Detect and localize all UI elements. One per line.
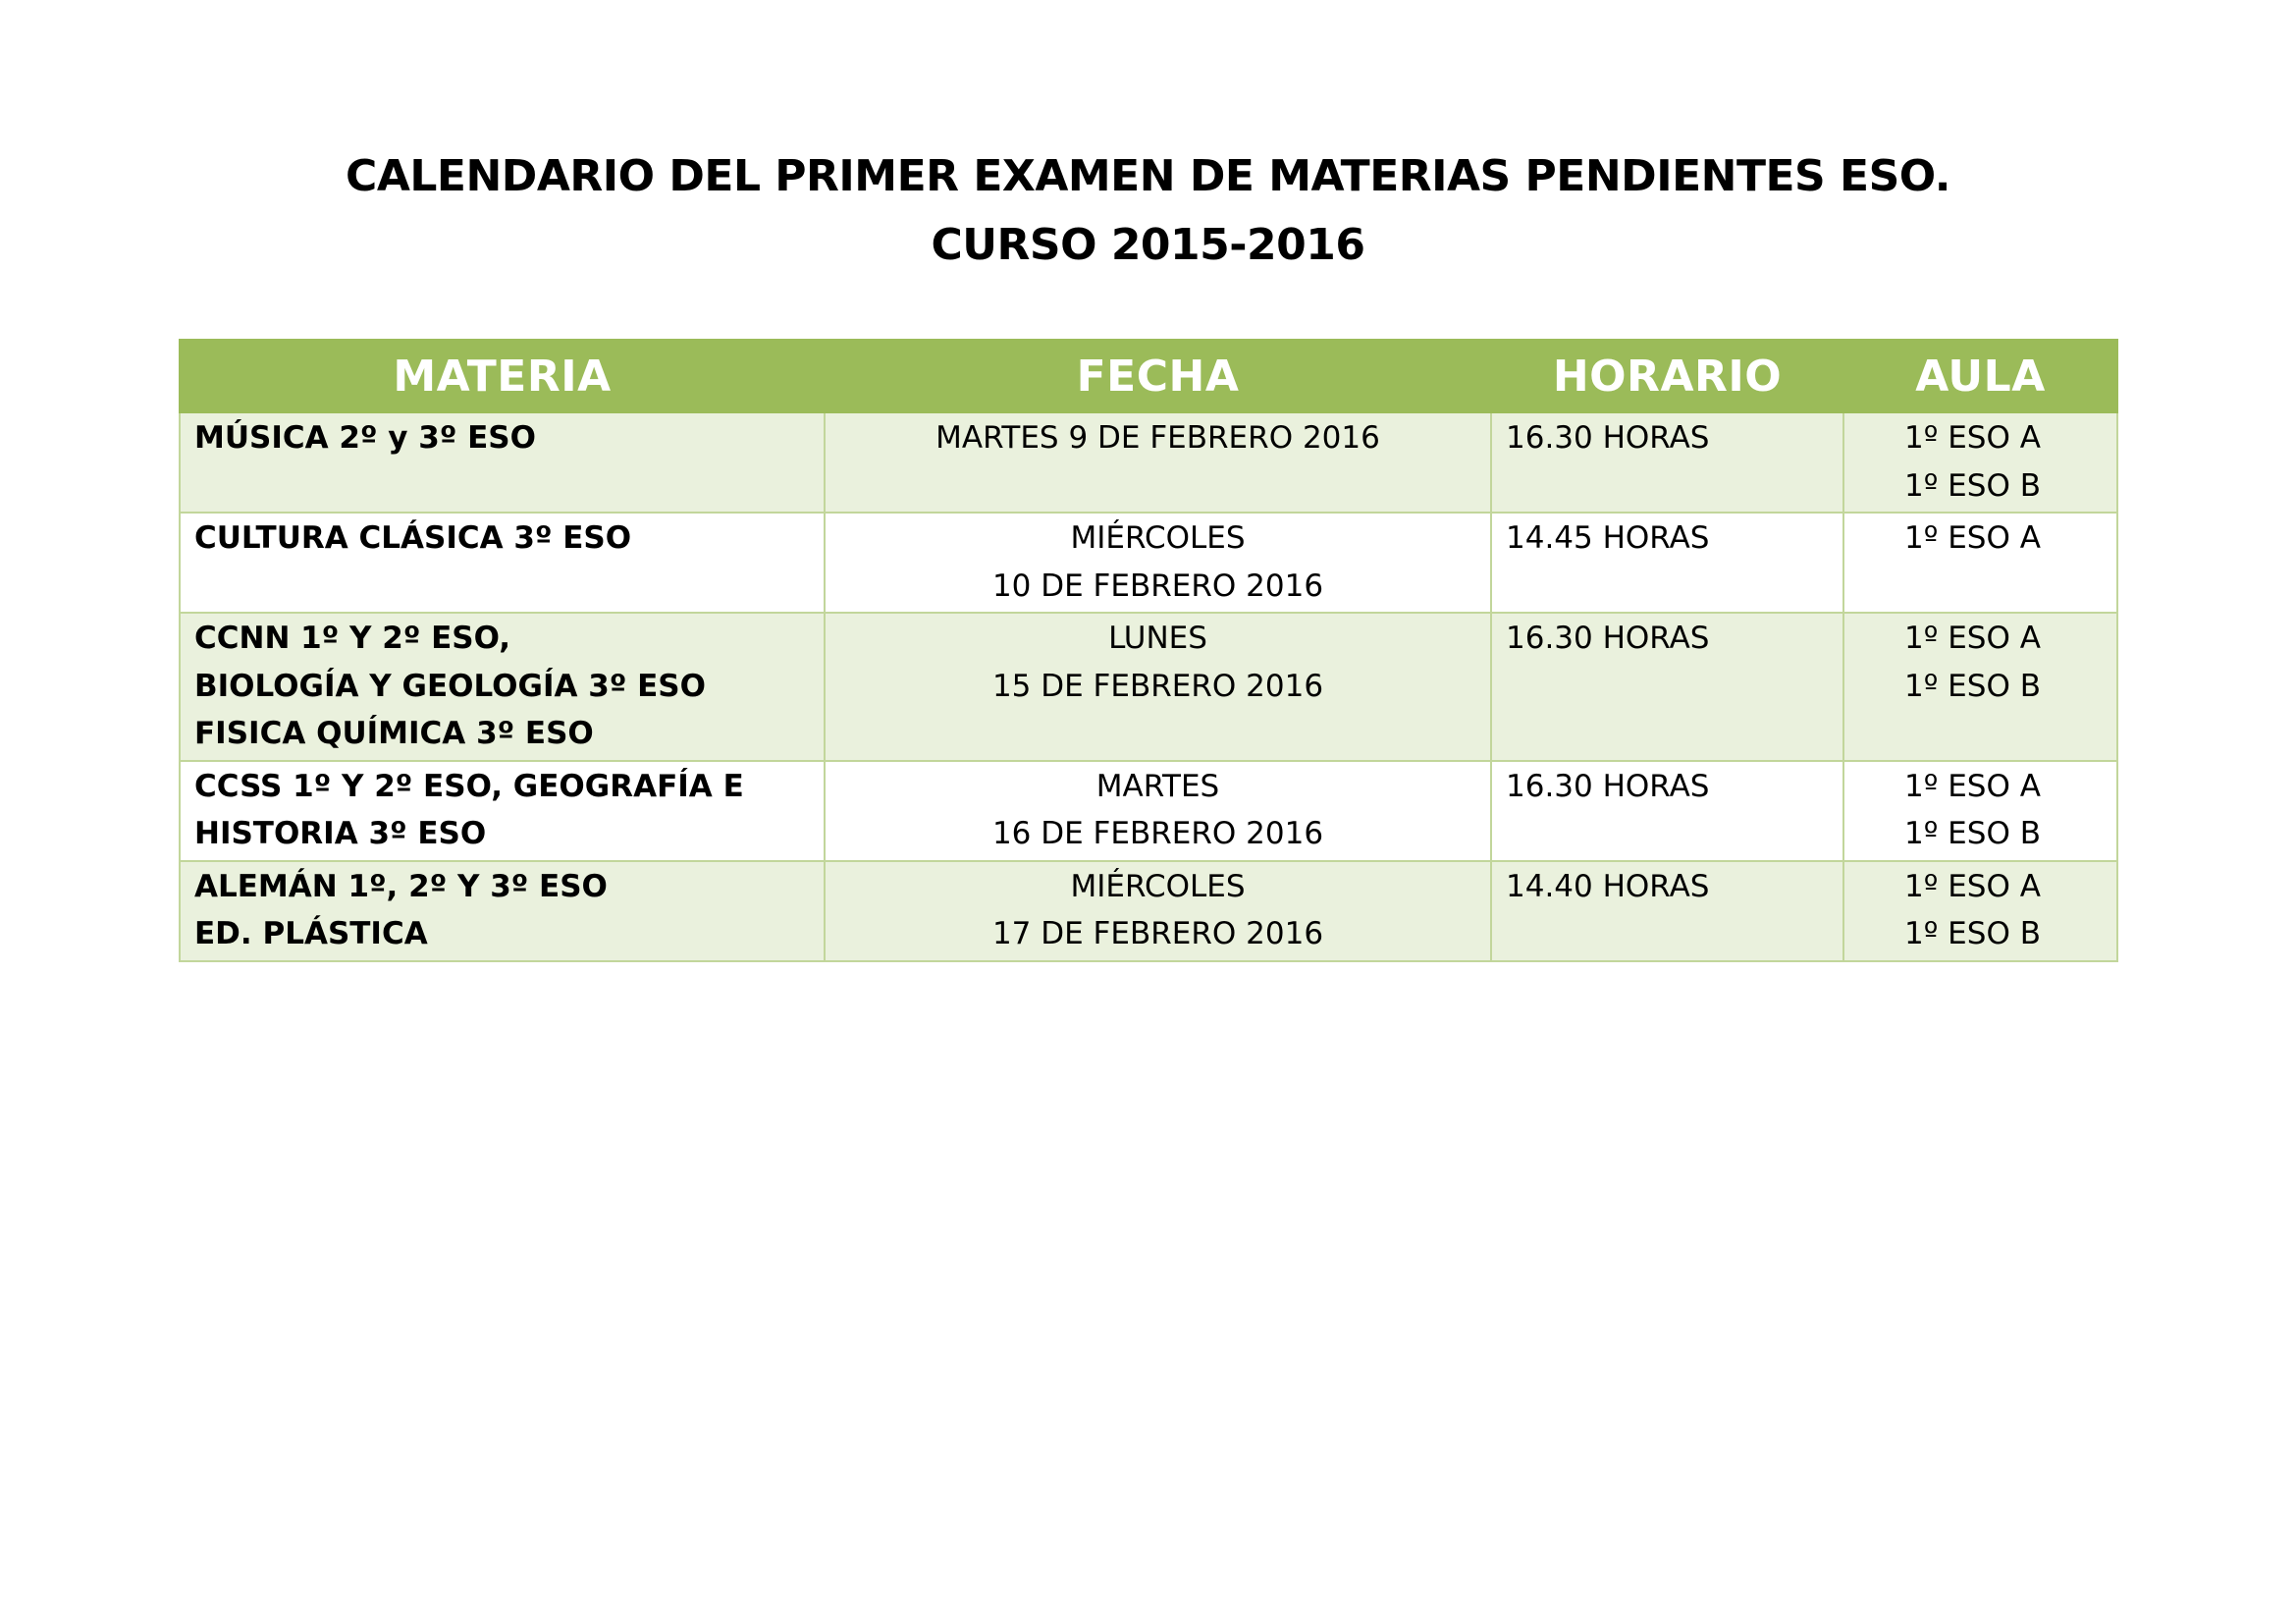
aula-line: 1º ESO B [1904,816,2041,851]
materia-line: CULTURA CLÁSICA 3º ESO [194,520,632,556]
header-materia: MATERIA [180,340,825,412]
materia-line: FISICA QUÍMICA 3º ESO [194,716,594,751]
materia-line: HISTORIA 3º ESO [194,816,487,851]
table-row [180,861,2117,961]
header-aula: AULA [1843,340,2117,412]
materia-line: MÚSICA 2º y 3º ESO [194,420,536,456]
cell-horario: 16.30 HORAS [1491,613,1843,761]
cell-aula [1843,412,2117,513]
cell-materia [180,513,825,613]
cell-aula [1843,613,2117,761]
cell-materia [180,861,825,961]
materia-line: ED. PLÁSTICA [194,916,428,951]
document-subtitle: CURSO 2015-2016 [931,220,1365,270]
cell-materia [180,412,825,513]
table-row [180,513,2117,613]
header-fecha: FECHA [825,340,1491,412]
materia-line: CCNN 1º Y 2º ESO, [194,621,511,656]
fecha-line: 15 DE FEBRERO 2016 [991,668,1324,704]
header-horario: HORARIO [1491,340,1843,412]
fecha-line: MIÉRCOLES [1070,520,1246,556]
cell-horario: 14.45 HORAS [1491,513,1843,613]
cell-fecha [825,861,1491,961]
cell-aula [1843,761,2117,861]
header-row [180,340,2117,412]
fecha-line: 17 DE FEBRERO 2016 [991,916,1324,951]
table-row [180,412,2117,513]
fecha-line: MARTES 9 DE FEBRERO 2016 [935,420,1380,456]
cell-horario: 14.40 HORAS [1491,861,1843,961]
aula-line: 1º ESO A [1904,520,2041,556]
fecha-line: LUNES [1108,621,1207,656]
aula-line: 1º ESO B [1904,668,2041,704]
cell-aula [1843,861,2117,961]
cell-fecha [825,412,1491,513]
cell-horario: 16.30 HORAS [1491,412,1843,513]
cell-aula [1843,513,2117,613]
document-title: CALENDARIO DEL PRIMER EXAMEN DE MATERIAS PENDIENTES ESO. [346,151,1950,201]
materia-line: ALEMÁN 1º, 2º Y 3º ESO [194,868,608,904]
aula-line: 1º ESO A [1904,621,2041,656]
exam-schedule-table [179,339,2118,962]
fecha-line: 10 DE FEBRERO 2016 [991,568,1324,604]
aula-line: 1º ESO A [1904,420,2041,456]
cell-horario: 16.30 HORAS [1491,761,1843,861]
cell-fecha [825,761,1491,861]
cell-materia [180,761,825,861]
cell-fecha [825,613,1491,761]
table-row [180,761,2117,861]
table-row [180,613,2117,761]
aula-line: 1º ESO A [1904,868,2041,904]
fecha-line: 16 DE FEBRERO 2016 [991,816,1324,851]
aula-line: 1º ESO B [1904,916,2041,951]
aula-line: 1º ESO B [1904,467,2041,504]
fecha-line: MARTES [1095,768,1220,804]
cell-materia [180,613,825,761]
materia-line: CCSS 1º Y 2º ESO, GEOGRAFÍA E [194,768,744,804]
materia-line: BIOLOGÍA Y GEOLOGÍA 3º ESO [194,668,706,704]
aula-line: 1º ESO A [1904,768,2041,804]
cell-fecha [825,513,1491,613]
fecha-line: MIÉRCOLES [1070,868,1246,904]
